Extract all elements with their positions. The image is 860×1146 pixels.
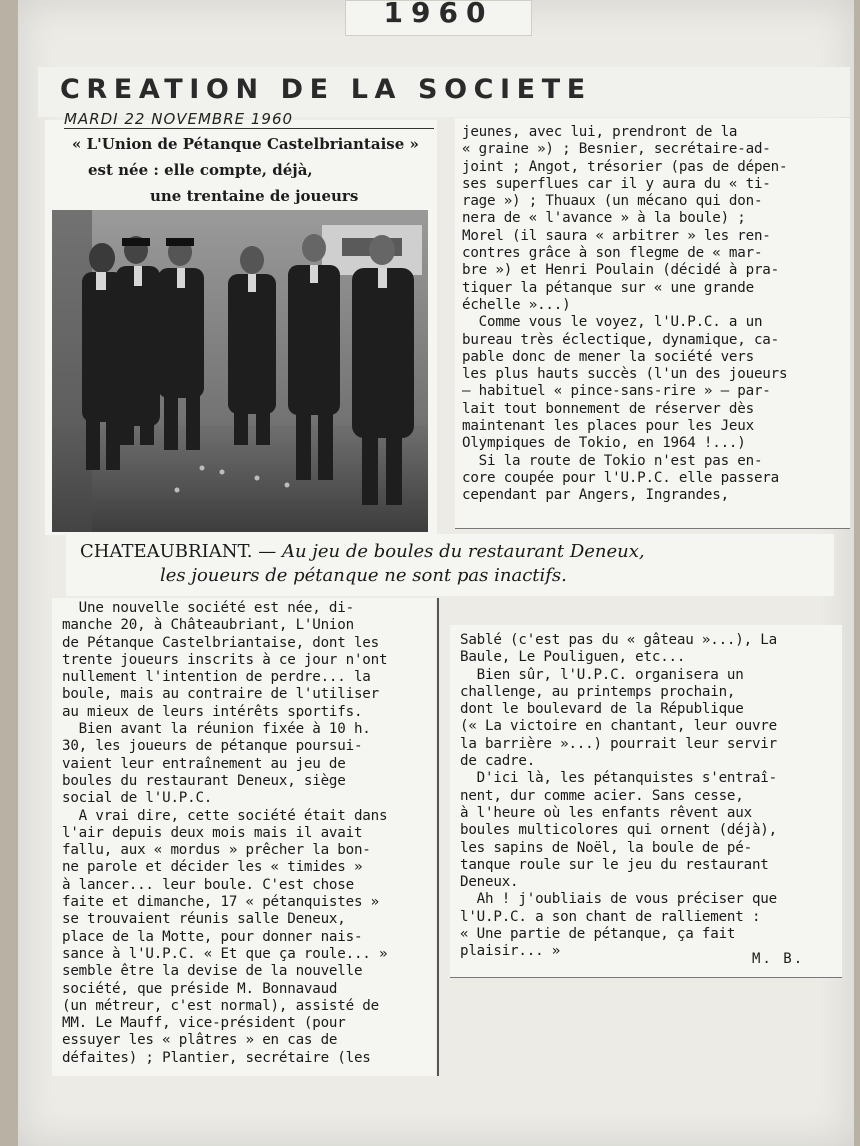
article-column-bottom-right bbox=[460, 632, 777, 961]
text-line: challenge, au printemps prochain, bbox=[460, 683, 736, 700]
subhead-line-1: « L'Union de Pétanque Castelbriantaise » bbox=[72, 135, 419, 153]
caption-line-2 bbox=[160, 564, 567, 588]
text-line: tanque roule sur le jeu du restaurant bbox=[460, 856, 769, 873]
text-line: sance à l'U.P.C. « Et que ça roule... » bbox=[62, 945, 388, 962]
text-line: plaisir... » bbox=[460, 943, 561, 960]
text-line: ses superflues car il y aura du « ti- bbox=[462, 175, 771, 192]
text-line: — habituel « pince-sans-rire » — par- bbox=[462, 383, 771, 400]
text-line: manche 20, à Châteaubriant, L'Union bbox=[62, 617, 354, 634]
text-line: Olympiques de Tokio, en 1964 !...) bbox=[462, 435, 746, 452]
text-line: joint ; Angot, trésorier (pas de dépen- bbox=[462, 158, 788, 175]
text-line: rage ») ; Thuaux (un mécano qui don- bbox=[462, 193, 763, 210]
text-line: Une nouvelle société est née, di- bbox=[62, 600, 354, 616]
text-line: vaient leur entraînement au jeu de bbox=[62, 755, 346, 772]
text-line: Baule, Le Pouliguen, etc... bbox=[460, 649, 686, 666]
text-line: dont le boulevard de la République bbox=[460, 701, 744, 718]
text-line: au mieux de leurs intérêts sportifs. bbox=[62, 703, 363, 720]
text-line: Bien sûr, l'U.P.C. organisera un bbox=[460, 666, 744, 683]
rule-bottom-right bbox=[450, 977, 842, 978]
text-line: boules multicolores qui ornent (déjà), bbox=[460, 822, 777, 839]
text-line: jeunes, avec lui, prendront de la bbox=[462, 124, 738, 140]
text-line: Morel (il saura « arbitrer » les ren- bbox=[462, 227, 771, 244]
column-divider bbox=[437, 598, 439, 1076]
text-line: boules du restaurant Deneux, siège bbox=[62, 772, 346, 789]
text-line: bre ») et Henri Poulain (décidé à pra- bbox=[462, 262, 779, 279]
article-column-bottom-left bbox=[62, 600, 387, 1067]
text-line: semble être la devise de la nouvelle bbox=[62, 963, 363, 980]
article-column-top-right bbox=[462, 124, 787, 505]
text-line: essuyer les « plâtres » en cas de bbox=[62, 1032, 338, 1049]
text-line: pable donc de mener la société vers bbox=[462, 348, 754, 365]
text-line: à l'heure où les enfants rêvent aux bbox=[460, 804, 752, 821]
text-line: à lancer... leur boule. C'est chose bbox=[62, 876, 354, 893]
text-line: Deneux. bbox=[460, 874, 519, 891]
text-line: les sapins de Noël, la boule de pé- bbox=[460, 839, 752, 856]
text-line: de cadre. bbox=[460, 753, 536, 770]
text-line: se trouvaient réunis salle Deneux, bbox=[62, 911, 346, 928]
author-signature: M. B. bbox=[752, 951, 805, 967]
subhead-line-3: une trentaine de joueurs bbox=[150, 187, 359, 205]
caption-place: CHATEAUBRIANT. — bbox=[80, 541, 277, 562]
text-line: Ah ! j'oubliais de vous préciser que bbox=[460, 891, 777, 908]
text-line: faite et dimanche, 17 « pétanquistes » bbox=[62, 894, 379, 911]
text-line: l'U.P.C. a son chant de ralliement : bbox=[460, 908, 761, 925]
text-line: D'ici là, les pétanquistes s'entraî- bbox=[460, 770, 777, 787]
text-line: de Pétanque Castelbriantaise, dont les bbox=[62, 634, 379, 651]
text-line: (« La victoire en chantant, leur ouvre bbox=[460, 718, 777, 735]
text-line: les plus hauts succès (l'un des joueurs bbox=[462, 366, 788, 383]
caption-text-1: Au jeu de boules du restaurant Deneux, bbox=[281, 541, 645, 562]
photo-illustration bbox=[52, 210, 428, 532]
text-line: société, que préside M. Bonnavaud bbox=[62, 980, 338, 997]
text-line: trente joueurs inscrits à ce jour n'ont bbox=[62, 651, 388, 668]
text-line: contres grâce à son flegme de « mar- bbox=[462, 245, 763, 262]
subhead-line-2: est née : elle compte, déjà, bbox=[88, 161, 313, 179]
text-line: « graine ») ; Besnier, secrétaire-ad- bbox=[462, 141, 771, 158]
handwritten-date: MARDI 22 NOVEMBRE 1960 bbox=[64, 110, 434, 129]
text-line: A vrai dire, cette société était dans bbox=[62, 807, 388, 824]
text-line: maintenant les places pour les Jeux bbox=[462, 418, 754, 435]
text-line: nera de « l'avance » à la boule) ; bbox=[462, 210, 746, 227]
text-line: « Une partie de pétanque, ça fait bbox=[460, 926, 736, 943]
text-line: cependant par Angers, Ingrandes, bbox=[462, 487, 729, 504]
year-label: 1960 bbox=[345, 0, 532, 36]
text-line: core coupée pour l'U.P.C. elle passera bbox=[462, 469, 779, 486]
text-line: lait tout bonnement de réserver dès bbox=[462, 400, 754, 417]
text-line: MM. Le Mauff, vice-président (pour bbox=[62, 1015, 346, 1032]
text-line: échelle »...) bbox=[462, 296, 571, 313]
caption-line-1 bbox=[80, 540, 645, 564]
text-line: défaites) ; Plantier, secrétaire (les bbox=[62, 1049, 371, 1066]
photo-petanque-players bbox=[52, 210, 428, 532]
text-line: place de la Motte, pour donner nais- bbox=[62, 928, 363, 945]
text-line: (un métreur, c'est normal), assisté de bbox=[62, 997, 379, 1014]
text-line: bureau très éclectique, dynamique, ca- bbox=[462, 331, 779, 348]
text-line: nullement l'intention de perdre... la bbox=[62, 669, 371, 686]
text-line: social de l'U.P.C. bbox=[62, 790, 213, 807]
text-line: Sablé (c'est pas du « gâteau »...), La bbox=[460, 632, 777, 648]
text-line: tiquer la pétanque sur « une grande bbox=[462, 279, 754, 296]
text-line: fallu, aux « mordus » prêcher la bon- bbox=[62, 842, 371, 859]
text-line: boule, mais au contraire de l'utiliser bbox=[62, 686, 379, 703]
text-line: nent, dur comme acier. Sans cesse, bbox=[460, 787, 744, 804]
text-line: l'air depuis deux mois mais il avait bbox=[62, 824, 363, 841]
text-line: Comme vous le voyez, l'U.P.C. a un bbox=[462, 314, 763, 331]
text-line: ne parole et décider les « timides » bbox=[62, 859, 363, 876]
text-line: Bien avant la réunion fixée à 10 h. bbox=[62, 721, 371, 738]
headline: CREATION DE LA SOCIETE bbox=[60, 74, 592, 105]
caption-text-2: les joueurs de pétanque ne sont pas inactifs. bbox=[160, 565, 567, 586]
text-line: Si la route de Tokio n'est pas en- bbox=[462, 452, 763, 469]
rule-top-right bbox=[455, 528, 850, 529]
text-line: la barrière »...) pourrait leur servir bbox=[460, 735, 777, 752]
text-line: 30, les joueurs de pétanque poursui- bbox=[62, 738, 363, 755]
